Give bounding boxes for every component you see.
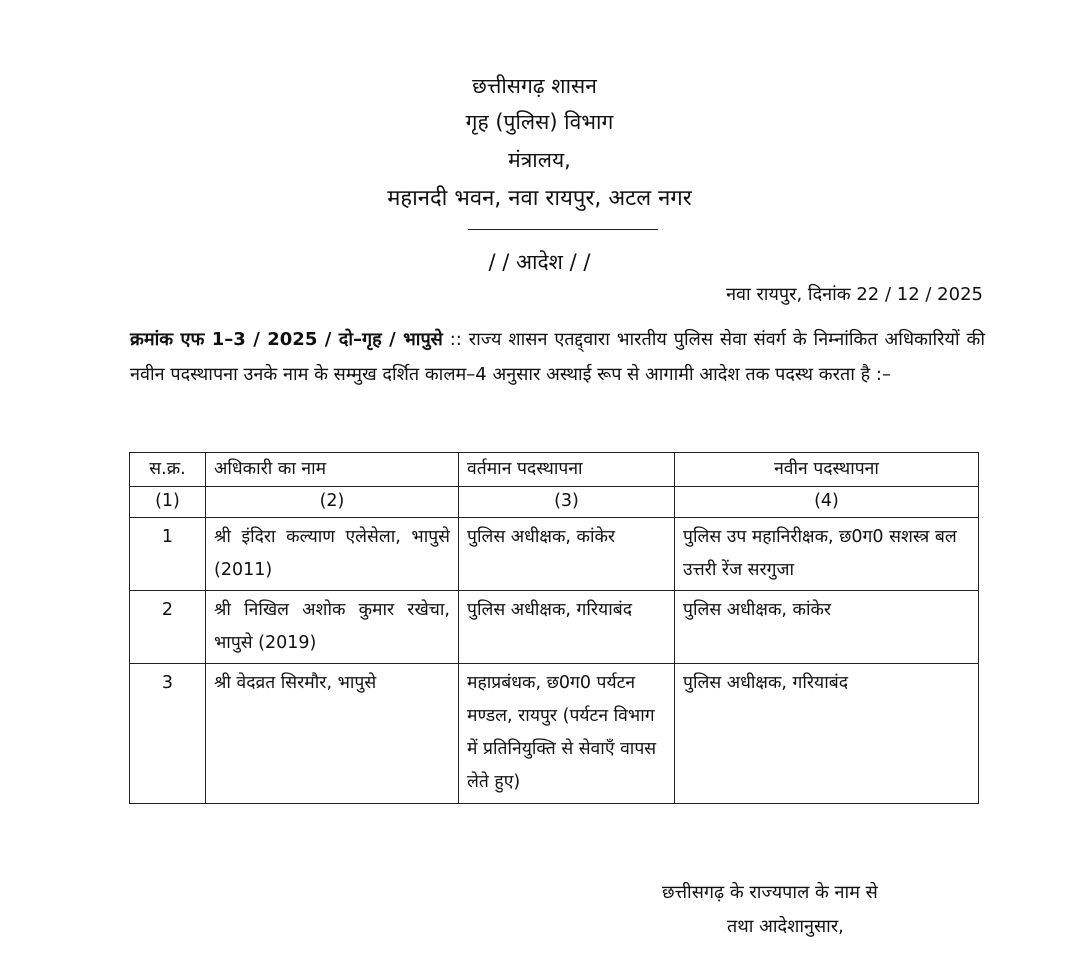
header-government: छत्तीसगढ़ शासन — [472, 74, 597, 98]
posting-table — [129, 452, 979, 804]
column-number: (4) — [675, 487, 979, 518]
new-posting-cell: पुलिस अधीक्षक, कांकेर — [675, 591, 979, 664]
place-date: नवा रायपुर, दिनांक 22 / 12 / 2025 — [726, 284, 983, 305]
table-row — [130, 664, 979, 804]
column-number: (2) — [206, 487, 459, 518]
table-header-row — [130, 453, 979, 487]
header-serial: स.क्र. — [130, 453, 206, 487]
header-address: महानदी भवन, नवा रायपुर, अटल नगर — [387, 186, 692, 211]
order-title: / / आदेश / / — [488, 250, 591, 274]
new-posting-cell: पुलिस उप महानिरीक्षक, छ0ग0 सशस्त्र बल उत्तरी रेंज सरगुजा — [675, 518, 979, 591]
officer-name-cell: श्री इंदिरा कल्याण एलेसेला, भापुसे (2011) — [206, 518, 459, 591]
column-number: (3) — [459, 487, 675, 518]
header-officer-name: अधिकारी का नाम — [206, 453, 459, 487]
column-number: (1) — [130, 487, 206, 518]
table-column-number-row — [130, 487, 979, 518]
header-current-posting: वर्तमान पदस्थापना — [459, 453, 675, 487]
header-new-posting: नवीन पदस्थापना — [675, 453, 979, 487]
table-row — [130, 591, 979, 664]
signature-line-2: तथा आदेशानुसार, — [727, 916, 844, 937]
current-posting-cell: महाप्रबंधक, छ0ग0 पर्यटन मण्डल, रायपुर (पर्यटन विभाग में प्रतिनियुक्ति से सेवाएँ वापस लेते हुए) — [459, 664, 675, 804]
serial-cell: 1 — [130, 518, 206, 591]
signature-line-1: छत्तीसगढ़ के राज्यपाल के नाम से — [662, 882, 878, 903]
current-posting-cell: पुलिस अधीक्षक, गरियाबंद — [459, 591, 675, 664]
header-department: गृह (पुलिस) विभाग — [465, 110, 614, 134]
order-text: :: राज्य शासन एतद्द्वारा भारतीय पुलिस सेवा संवर्ग के निम्नांकित अधिकारियों की नवीन पदस्थापना उनके नाम के सम्मुख दर्शित कालम–4 अनुसार अस्थाई रूप से आगामी आदेश तक पदस्थ करता है :– — [130, 329, 985, 385]
officer-name-cell: श्री निखिल अशोक कुमार रखेचा, भापुसे (2019) — [206, 591, 459, 664]
header-ministry: मंत्रालय, — [508, 148, 571, 172]
header-divider — [468, 229, 658, 230]
officer-name-cell: श्री वेदव्रत सिरमौर, भापुसे — [206, 664, 459, 804]
order-paragraph — [130, 322, 985, 392]
new-posting-cell: पुलिस अधीक्षक, गरियाबंद — [675, 664, 979, 804]
current-posting-cell: पुलिस अधीक्षक, कांकेर — [459, 518, 675, 591]
table-row — [130, 518, 979, 591]
serial-cell: 3 — [130, 664, 206, 804]
order-reference: क्रमांक एफ 1–3 / 2025 / दो–गृह / भापुसे — [130, 329, 443, 350]
serial-cell: 2 — [130, 591, 206, 664]
